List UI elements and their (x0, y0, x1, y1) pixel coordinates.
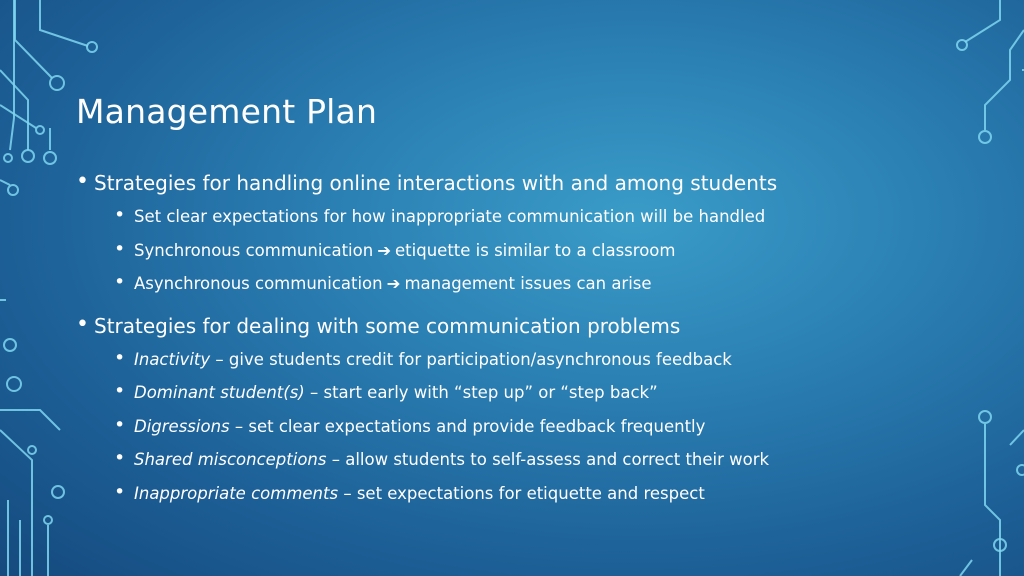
sub-bullet-inappropriate-comments (74, 477, 974, 511)
slide-content (74, 166, 974, 510)
problem-solution: – set clear expectations and provide feedback frequently (229, 416, 706, 436)
sub-bullet-shared-misconceptions (74, 443, 974, 477)
circuit-trace (40, 0, 88, 46)
slide-title: Management Plan (76, 92, 378, 131)
circuit-node (87, 42, 97, 52)
problem-term: Inappropriate comments (134, 483, 339, 503)
problem-solution: – allow students to self-assess and correct their work (326, 450, 770, 469)
sub-bullet-detail: management issues can arise (404, 274, 652, 293)
sub-bullet-detail: etiquette is similar to a classroom (395, 240, 676, 260)
sub-bullet-text: Set clear expectations for how inappropriate communication will be handled (134, 207, 766, 226)
sub-bullet-digressions (74, 410, 974, 444)
sub-bullet-expectations (74, 200, 974, 234)
arrow-right-icon: ➔ (377, 240, 392, 260)
problem-term: Shared misconceptions (134, 450, 327, 469)
sub-bullet-inactivity (74, 343, 974, 377)
problem-term: Digressions (134, 416, 230, 436)
sub-bullet-dominant-students (74, 376, 974, 410)
problem-term: Inactivity (134, 349, 211, 369)
problem-solution: – give students credit for participation/asynchronous feedback (210, 349, 732, 369)
sub-bullet-asynchronous (74, 267, 974, 301)
problem-solution: – set expectations for etiquette and respect (338, 483, 705, 503)
bullet-communication-problems: • Strategies for dealing with some communication problems (74, 309, 974, 343)
sub-bullet-label: Synchronous communication (134, 240, 374, 260)
problem-term: Dominant student(s) (134, 383, 305, 402)
problem-solution: – start early with “step up” or “step back” (304, 383, 658, 402)
sub-bullet-label: Asynchronous communication (134, 274, 383, 293)
sub-bullet-synchronous (74, 234, 974, 268)
bullet-online-interactions: • Strategies for handling online interactions with and among students (74, 166, 974, 200)
arrow-right-icon: ➔ (386, 274, 401, 293)
